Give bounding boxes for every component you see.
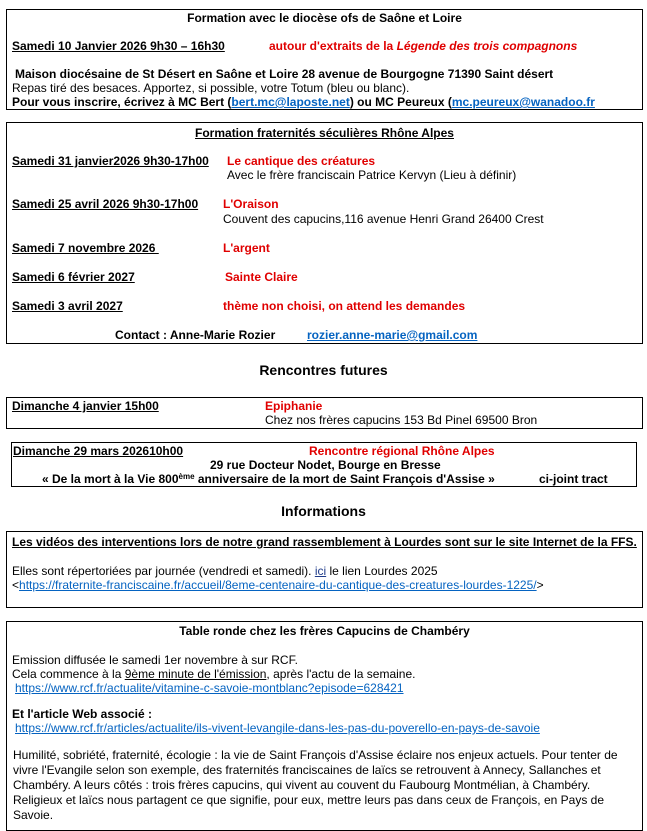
angle-close: > [536, 578, 544, 592]
rcf-article-link[interactable]: https://www.rcf.fr/articles/actualite/ils-vivent-levangile-dans-les-pas-du-poverello-en-pays-de-savoie [15, 721, 540, 735]
lourdes-url-link[interactable]: https://fraternite-franciscaine.fr/accueil/8eme-centenaire-du-cantique-des-creatures-lourdes-1225/ [19, 578, 537, 592]
event-topic: L'Oraison [223, 197, 279, 211]
chambery-title: Table ronde chez les frères Capucins de Chambéry [179, 624, 470, 638]
lourdes-text-suffix: le lien Lourdes 2025 [326, 564, 438, 578]
topic-italic: Légende des trois compagnons [396, 39, 578, 53]
chambery-paragraph: Humilité, sobriété, fraternité, écologie : la vie de Saint François d'Assise éclaire nos enjeux actuels. Pour tenter de vivre l'Evangile selon son exemple, des fraternités franciscaines de laïcs se retrouvent à Annecy, Sallanches et Chambéry. A leurs côtés : trois frères capucins, qui vivent au couvent du Faubourg Montmélian, à Chambéry. Religieux et laïcs nous partagent ce que signifie, pour eux, mettre leurs pas dans ceux de François, en Pays de Savoie. [13, 748, 618, 822]
diocese-formation-place: Maison diocésaine de St Désert en Saône et Loire 28 avenue de Bourgogne 71390 Saint désert [15, 67, 554, 81]
diocese-formation-meal: Repas tiré des besaces. Apportez, si possible, votre Totum (bleu ou blanc). [12, 81, 410, 95]
event-date: Samedi 7 novembre 2026 [12, 241, 159, 255]
event-date: Samedi 25 avril 2026 9h30-17h00 [12, 197, 199, 211]
rhone-alpes-title [7, 126, 642, 140]
email-link-peureux[interactable]: mc.peureux@wanadoo.fr [451, 95, 595, 109]
diocese-formation-register [12, 95, 595, 109]
event-date: Dimanche 29 mars 202610h00 [13, 444, 184, 458]
theme-prefix: « De la mort à la Vie 800 [42, 472, 179, 486]
lourdes-videos-box [6, 531, 643, 608]
lourdes-text [12, 564, 438, 578]
event-topic: Rencontre régional Rhône Alpes [309, 444, 495, 458]
lourdes-headline: Les vidéos des interventions lors de notre grand rassemblement à Lourdes sont sur le site Internet de la FFS. [12, 535, 637, 549]
event-detail: Chez nos frères capucins 153 Bd Pinel 69500 Bron [265, 413, 538, 427]
article-label: Et l'article Web associé : [12, 707, 153, 721]
event-topic: Sainte Claire [225, 270, 298, 284]
theme-suffix: anniversaire de la mort de Saint François d'Assise » [194, 472, 495, 486]
contact-email-link[interactable]: rozier.anne-marie@gmail.com [307, 328, 478, 342]
rencontre-regionale-box [11, 442, 637, 487]
epiphanie-event-box [6, 397, 643, 429]
diocese-formation-topic [269, 39, 577, 53]
ici-link[interactable]: ici [314, 564, 327, 578]
topic-prefix: autour d'extraits de la [269, 39, 397, 53]
rhone-alpes-formation-box [6, 122, 643, 344]
register-prefix: Pour vous inscrire, écrivez à MC Bert ( [12, 95, 232, 109]
diocese-formation-box [6, 9, 643, 110]
diocese-formation-date: Samedi 10 Janvier 2026 9h30 – 16h30 [12, 39, 225, 53]
informations-heading: Informations [281, 503, 366, 519]
event-topic: Le cantique des créatures [227, 154, 376, 168]
rcf-episode-link[interactable]: https://www.rcf.fr/actualite/vitamine-c-savoie-montblanc?episode=628421 [15, 681, 404, 695]
chambery-line2 [12, 667, 415, 681]
rencontres-heading: Rencontres futures [259, 362, 388, 378]
diocese-formation-title: Formation avec le diocèse ofs de Saône et Loire [187, 11, 462, 25]
event-topic: thème non choisi, on attend les demandes [223, 299, 466, 313]
email-link-bert[interactable]: bert.mc@laposte.net [231, 95, 350, 109]
rhone-alpes-title-text: Formation fraternités séculières Rhône Alpes [195, 126, 454, 140]
chambery-box [6, 621, 643, 831]
line2-suffix: , après l'actu de la semaine. [266, 667, 416, 681]
lourdes-text-prefix: Elles sont répertoriées par journée (vendredi et samedi). [12, 564, 315, 578]
event-date: Dimanche 4 janvier 15h00 [12, 399, 159, 413]
angle-open: < [12, 578, 20, 592]
event-date: Samedi 3 avril 2027 [12, 299, 123, 313]
contact-label: Contact : Anne-Marie Rozier [115, 328, 276, 342]
line2-underlined: 9ème minute de l'émission [124, 667, 267, 681]
event-date: Samedi 6 février 2027 [12, 270, 135, 284]
event-date: Samedi 31 janvier2026 9h30-17h00 [12, 154, 209, 168]
theme-superscript: ème [178, 472, 195, 481]
event-topic: L'argent [223, 241, 270, 255]
event-detail: Couvent des capucins,116 avenue Henri Grand 26400 Crest [223, 212, 544, 226]
lourdes-url-line [12, 578, 544, 592]
event-theme [42, 472, 495, 486]
event-topic: Epiphanie [265, 399, 323, 413]
chambery-line1: Emission diffusée le samedi 1er novembre à sur RCF. [12, 653, 298, 667]
register-mid: ) ou MC Peureux ( [349, 95, 452, 109]
line2-prefix: Cela commence à la [12, 667, 125, 681]
attachment-note: ci-joint tract [539, 472, 608, 486]
event-detail: Avec le frère franciscain Patrice Kervyn (Lieu à définir) [227, 168, 517, 182]
event-address: 29 rue Docteur Nodet, Bourge en Bresse [210, 458, 441, 472]
